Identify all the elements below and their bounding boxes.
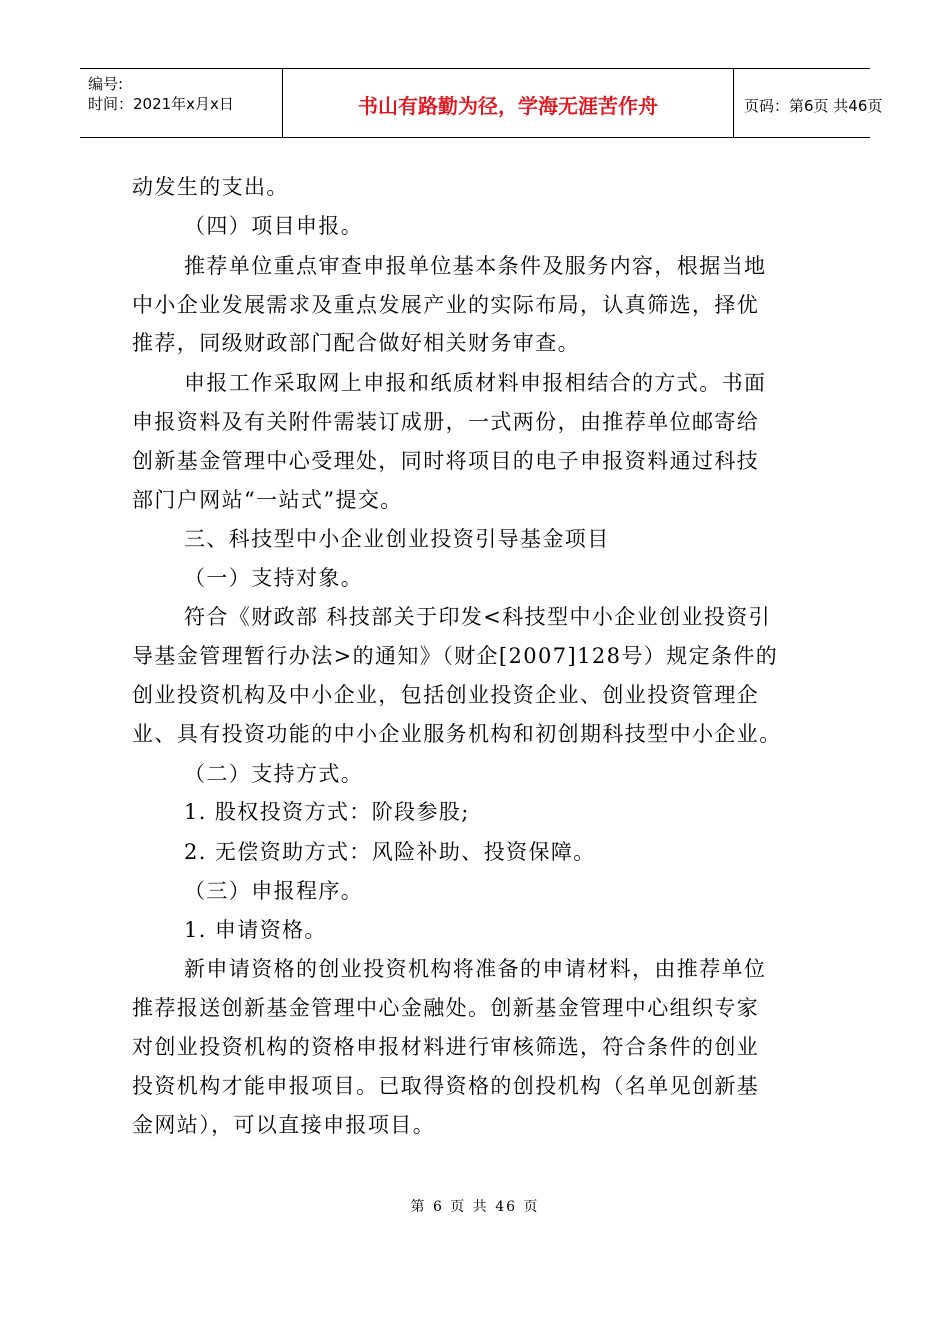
body-line: 新申请资格的创业投资机构将准备的申请材料，由推荐单位 [184,957,767,981]
header-meta-cell [80,69,283,137]
header-page-info: 页码：第6页 共46页 [744,97,883,115]
body-line: 申报工作采取网上申报和纸质材料申报相结合的方式。书面 [184,371,767,395]
section-heading: 三、科技型中小企业创业投资引导基金项目 [184,527,610,551]
body-line: 创新基金管理中心受理处，同时将项目的电子申报资料通过科技 [132,449,760,473]
body-line: 金网站），可以直接申报项目。 [132,1113,436,1137]
body-line: 业、具有投资功能的中小企业服务机构和初创期科技型中小企业。 [132,722,782,746]
section-heading: （一）支持对象。 [184,566,364,590]
body-line: 推荐单位重点审查申报单位基本条件及服务内容，根据当地 [184,254,767,278]
body-line: 创业投资机构及中小企业，包括创业投资企业、创业投资管理企 [132,683,760,707]
document-code-label: 编号: [88,75,124,93]
list-item: 2. 无偿资助方式：风险补助、投资保障。 [184,840,596,864]
header-page-cell [734,69,883,137]
page-footer: 第 6 页 共 46 页 [410,1199,540,1215]
header-motto-cell [283,69,734,137]
body-line: 部门户网站“一站式”提交。 [132,488,403,512]
document-time-label: 时间：2021年x月x日 [88,95,234,113]
body-line: 动发生的支出。 [132,175,289,199]
body-line: 导基金管理暂行办法>的通知》（财企[2007]128号）规定条件的 [132,644,779,668]
body-line: 符合《财政部 科技部关于印发<科技型中小企业创业投资引 [184,605,772,629]
list-item: 1. 申请资格。 [184,918,327,942]
body-line: 推荐，同级财政部门配合做好相关财务审查。 [132,331,580,355]
body-line: 投资机构才能申报项目。已取得资格的创投机构（名单见创新基 [132,1074,760,1098]
section-heading: （四）项目申报。 [184,214,364,238]
body-line: 中小企业发展需求及重点发展产业的实际布局，认真筛选，择优 [132,293,760,317]
body-line: 对创业投资机构的资格申报材料进行审核筛选，符合条件的创业 [132,1035,760,1059]
section-heading: （二）支持方式。 [184,762,364,786]
document-header [80,68,883,138]
list-item: 1. 股权投资方式：阶段参股; [184,800,470,824]
body-line: 申报资料及有关附件需装订成册，一式两份，由推荐单位邮寄给 [132,410,760,434]
header-motto: 书山有路勤为径，学海无涯苦作舟 [358,94,658,118]
section-heading: （三）申报程序。 [184,879,364,903]
body-line: 推荐报送创新基金管理中心金融处。创新基金管理中心组织专家 [132,996,760,1020]
